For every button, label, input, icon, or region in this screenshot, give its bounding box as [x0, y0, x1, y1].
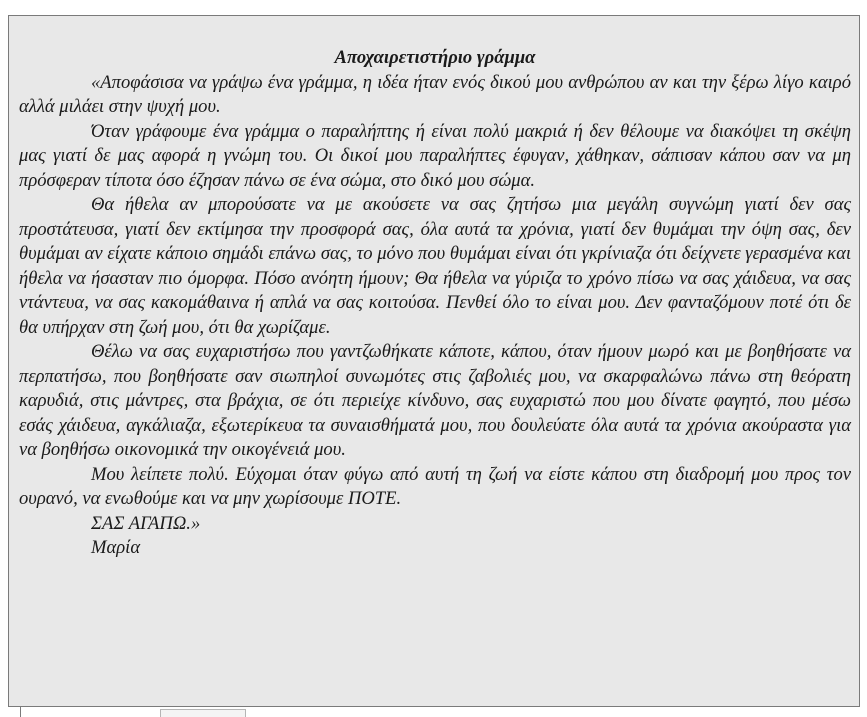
bottom-edge-tab	[160, 709, 246, 717]
letter-title: Αποχαιρετιστήριο γράμμα	[334, 47, 536, 68]
letter-body	[19, 46, 851, 561]
letter-paragraph: «Αποφάσισα να γράψω ένα γράμμα, η ιδέα ήταν ενός δικού μου ανθρώπου αν και την ξέρω λίγο καιρό αλλά μιλάει στην ψυχή μου.	[19, 71, 851, 117]
letter-frame	[8, 15, 860, 707]
letter-paragraph: Όταν γράφουμε ένα γράμμα ο παραλήπτης ή είναι πολύ μακριά ή δεν θέλουμε να διακόψει τη σκέψη μας γιατί δε μας αφορά η γνώμη του. Οι δικοί μου παραλήπτες έφυγαν, χάθηκαν, σάπισαν κάπου σαν να μη πρόσφεραν τίποτα όσο έζησαν πάνω σε ένα σώμα, στο δικό μου σώμα.	[19, 120, 851, 191]
letter-paragraph: Θέλω να σας ευχαριστήσω που γαντζωθήκατε κάποτε, κάπου, όταν ήμουν μωρό και με βοηθήσατε να περπατήσω, που βοηθήσατε σαν σιωπηλοί συνωμότες στις ζαβολιές μου, να σκαρφαλώνω πάνω στη θεόρατη καρυδιά, στις μάντρες, στα βράχια, σε ότι περιείχε κίνδυνο, σας ευχαριστώ που μου δίνατε φαγητό, που μέσω εσάς χάιδευα, αγκάλιαζα, εξωτερίκευα τα συναισθήματά μου, που δουλεύατε όλα αυτά τα χρόνια ακούραστα για να βοηθήσω οικονομικά την οικογένειά μου.	[19, 341, 851, 460]
page-edge-divider	[20, 707, 21, 717]
letter-signature: Μαρία	[91, 537, 141, 558]
letter-closing: ΣΑΣ ΑΓΑΠΩ.»	[91, 512, 201, 534]
letter-paragraph: Θα ήθελα αν μπορούσατε να με ακούσετε να σας ζητήσω μια μεγάλη συγνώμη γιατί δεν σας προστάτευσα, γιατί δεν εκτίμησα την προσφορά σας, όλα αυτά τα χρόνια, γιατί δεν θυμάμαι την όψη σας, δεν θυμάμαι αν είχατε κάποιο σημάδι επάνω σας, το μόνο που θυμάμαι είναι ότι γκρίνιαζα ότι δείχνετε γερασμένα και ήθελα να ήσασταν πιο όμορφα. Πόσο ανόητη ήμουν; Θα ήθελα να γύριζα το χρόνο πίσω να σας χάιδευα, να σας ντάντευα, να σας κακομάθαινα ή απλά να σας κοιτούσα. Πενθεί όλο το είναι μου. Δεν φανταζόμουν ποτέ ότι δε θα υπήρχαν στη ζωή μου, ότι θα χωρίζαμε.	[19, 194, 851, 338]
letter-paragraph: Μου λείπετε πολύ. Εύχομαι όταν φύγω από αυτή τη ζωή να είστε κάπου στη διαδρομή μου προς τον ουρανό, να ενωθούμε και να μην χωρίσουμε ΠΟΤΕ.	[19, 463, 851, 509]
